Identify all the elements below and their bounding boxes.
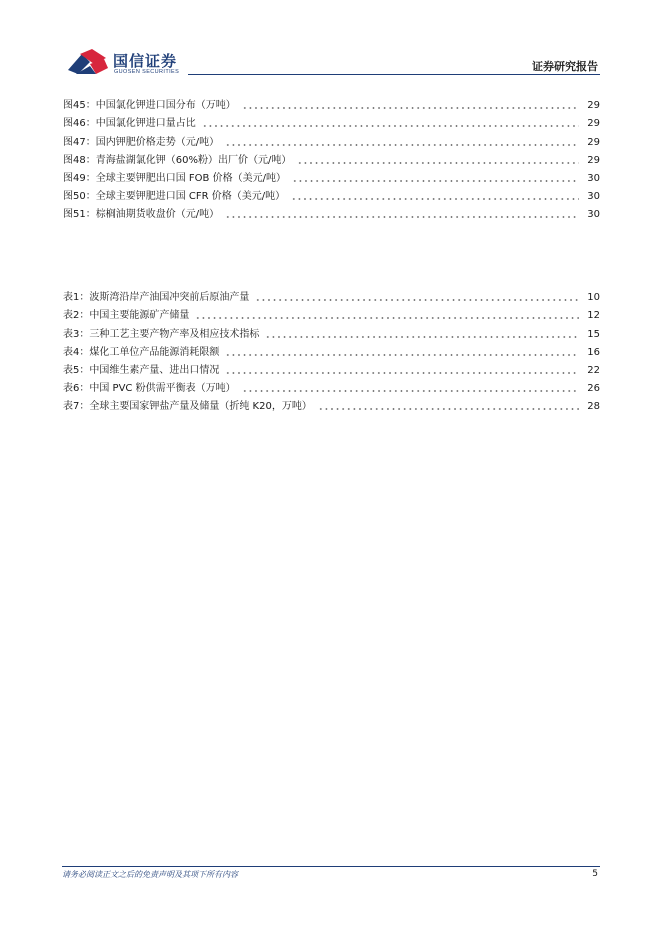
toc-entry-title[interactable]: 中国主要能源矿产储量 — [89, 310, 190, 322]
table-toc-row[interactable] — [63, 395, 600, 413]
header-divider — [188, 74, 600, 75]
toc-entry-label: 表4： — [63, 346, 90, 358]
table-list — [63, 286, 600, 413]
toc-entry-title[interactable]: 中国氯化钾进口量占比 — [95, 118, 196, 130]
toc-dot-leader — [195, 317, 579, 319]
toc-entry-label: 图50： — [63, 191, 96, 203]
toc-entry-title[interactable]: 中国氯化钾进口国分布（万吨） — [95, 100, 236, 112]
toc-entry-page[interactable]: 12 — [587, 310, 600, 322]
toc-entry-page[interactable]: 29 — [587, 136, 600, 148]
report-type-label: 证券研究报告 — [532, 60, 598, 73]
toc-entry-title[interactable]: 全球主要钾肥进口国 CFR 价格（美元/吨） — [95, 191, 286, 203]
toc-entry-page[interactable]: 29 — [587, 118, 600, 130]
table-toc-row[interactable] — [63, 286, 600, 304]
toc-dot-leader — [242, 390, 579, 392]
toc-dot-leader — [202, 125, 579, 127]
toc-entry-label: 表6： — [63, 383, 90, 395]
toc-entry-label: 图47： — [63, 136, 96, 148]
figure-toc-row[interactable] — [63, 112, 600, 130]
toc-entry-title[interactable]: 煤化工单位产品能源消耗限额 — [89, 346, 220, 358]
page-header — [0, 0, 662, 80]
toc-entry-title[interactable]: 中国 PVC 粉供需平衡表（万吨） — [89, 383, 236, 395]
toc-entry-label: 表1： — [63, 292, 90, 304]
toc-dot-leader — [242, 107, 579, 109]
table-toc-row[interactable] — [63, 322, 600, 340]
toc-entry-label: 图45： — [63, 100, 96, 112]
toc-entry-page[interactable]: 22 — [587, 364, 600, 376]
figure-toc-row[interactable] — [63, 94, 600, 112]
toc-dot-leader — [292, 180, 579, 182]
company-logo — [66, 44, 186, 78]
toc-dot-leader — [297, 162, 579, 164]
toc-entry-page[interactable]: 16 — [587, 346, 600, 358]
figure-list — [63, 94, 600, 221]
figure-toc-row[interactable] — [63, 130, 600, 148]
table-toc-row[interactable] — [63, 377, 600, 395]
toc-entry-page[interactable]: 29 — [587, 154, 600, 166]
toc-entry-label: 图48： — [63, 154, 96, 166]
toc-entry-page[interactable]: 29 — [587, 100, 600, 112]
toc-entry-label: 表3： — [63, 328, 90, 340]
toc-dot-leader — [318, 408, 579, 410]
toc-entry-label: 表7： — [63, 401, 90, 413]
table-toc-row[interactable] — [63, 359, 600, 377]
logo-company-name: 国信证券 — [113, 52, 178, 70]
toc-entry-label: 图49： — [63, 172, 96, 184]
table-toc-row[interactable] — [63, 304, 600, 322]
toc-dot-leader — [225, 144, 579, 146]
footer-disclaimer: 请务必阅读正文之后的免责声明及其项下所有内容 — [62, 870, 238, 879]
toc-dot-leader — [225, 354, 579, 356]
guosen-logo-icon — [66, 48, 110, 76]
toc-entry-title[interactable]: 中国维生素产量、进出口情况 — [89, 364, 220, 376]
figure-toc-row[interactable] — [63, 167, 600, 185]
toc-entry-page[interactable]: 30 — [587, 191, 600, 203]
toc-entry-title[interactable]: 三种工艺主要产物产率及相应技术指标 — [89, 328, 260, 340]
toc-entry-label: 表2： — [63, 310, 90, 322]
toc-dot-leader — [225, 216, 579, 218]
toc-entry-page[interactable]: 30 — [587, 209, 600, 221]
toc-dot-leader — [255, 299, 579, 301]
toc-entry-label: 图46： — [63, 118, 96, 130]
figure-toc-row[interactable] — [63, 203, 600, 221]
toc-dot-leader — [291, 198, 579, 200]
toc-entry-title[interactable]: 全球主要钾肥出口国 FOB 价格（美元/吨） — [95, 172, 286, 184]
page-number: 5 — [592, 869, 598, 879]
toc-entry-page[interactable]: 28 — [587, 401, 600, 413]
toc-dot-leader — [225, 372, 579, 374]
footer-divider — [62, 866, 600, 867]
figure-toc-row[interactable] — [63, 149, 600, 167]
toc-entry-title[interactable]: 棕榈油期货收盘价（元/吨） — [95, 209, 220, 221]
toc-entry-label: 表5： — [63, 364, 90, 376]
table-toc-row[interactable] — [63, 341, 600, 359]
toc-entry-title[interactable]: 国内钾肥价格走势（元/吨） — [95, 136, 220, 148]
toc-entry-title[interactable]: 波斯湾沿岸产油国冲突前后原油产量 — [89, 292, 250, 304]
toc-entry-page[interactable]: 30 — [587, 172, 600, 184]
toc-entry-page[interactable]: 10 — [587, 292, 600, 304]
toc-entry-page[interactable]: 15 — [587, 328, 600, 340]
toc-dot-leader — [265, 336, 579, 338]
toc-entry-page[interactable]: 26 — [587, 383, 600, 395]
toc-entry-title[interactable]: 全球主要国家钾盐产量及储量（折纯 K20，万吨） — [89, 401, 312, 413]
figure-toc-row[interactable] — [63, 185, 600, 203]
toc-entry-title[interactable]: 青海盐湖氯化钾（60%粉）出厂价（元/吨） — [95, 154, 292, 166]
toc-entry-label: 图51： — [63, 209, 96, 221]
logo-company-english: GUOSEN SECURITIES — [114, 69, 180, 75]
